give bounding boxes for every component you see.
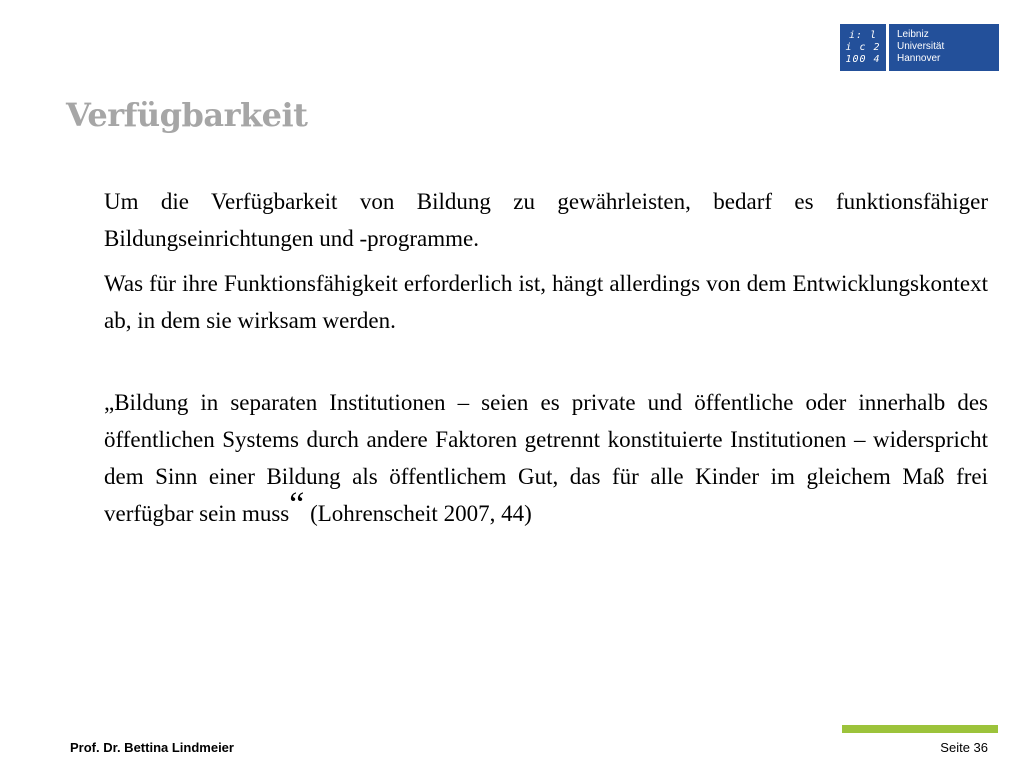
logo-mark-line: i c 2	[845, 41, 881, 53]
university-logo	[840, 24, 999, 71]
paragraph-availability: Um die Verfügbarkeit von Bildung zu gewährleisten, bedarf es funktionsfähiger Bildungseinrichtungen und -programme.	[104, 189, 988, 251]
closing-quote-mark: “	[289, 486, 305, 523]
logo-mark	[840, 24, 886, 71]
paragraph-functionality: Was für ihre Funktionsfähigkeit erforderlich ist, hängt allerdings von dem Entwicklungskontext ab, in dem sie wirksam werden.	[104, 271, 988, 333]
slide-title: Verfügbarkeit	[66, 96, 308, 134]
quote-paragraph	[104, 384, 988, 532]
logo-name-line: Hannover	[897, 53, 941, 64]
logo-mark-line: i: l	[848, 29, 878, 41]
footer-author: Prof. Dr. Bettina Lindmeier	[70, 740, 234, 755]
citation: (Lohrenscheit 2007, 44)	[304, 501, 532, 526]
page-number: Seite 36	[940, 740, 988, 755]
logo-wordmark	[889, 24, 999, 71]
logo-mark-line: 100 4	[845, 53, 881, 65]
quote-text: „Bildung in separaten Institutionen – seien es private und öffentliche oder innerhalb des öffentlichen Systems durch andere Faktoren getrennt konstituierte Institutionen – widerspricht dem Sinn einer Bildung als öffentlichem Gut, das für alle Kinder im gleichem Maß frei verfügbar sein muss	[104, 390, 988, 526]
slide-body	[104, 183, 988, 532]
accent-bar	[842, 725, 998, 733]
logo-name-line: Universität	[897, 41, 945, 52]
logo-name-line: Leibniz	[897, 29, 929, 40]
